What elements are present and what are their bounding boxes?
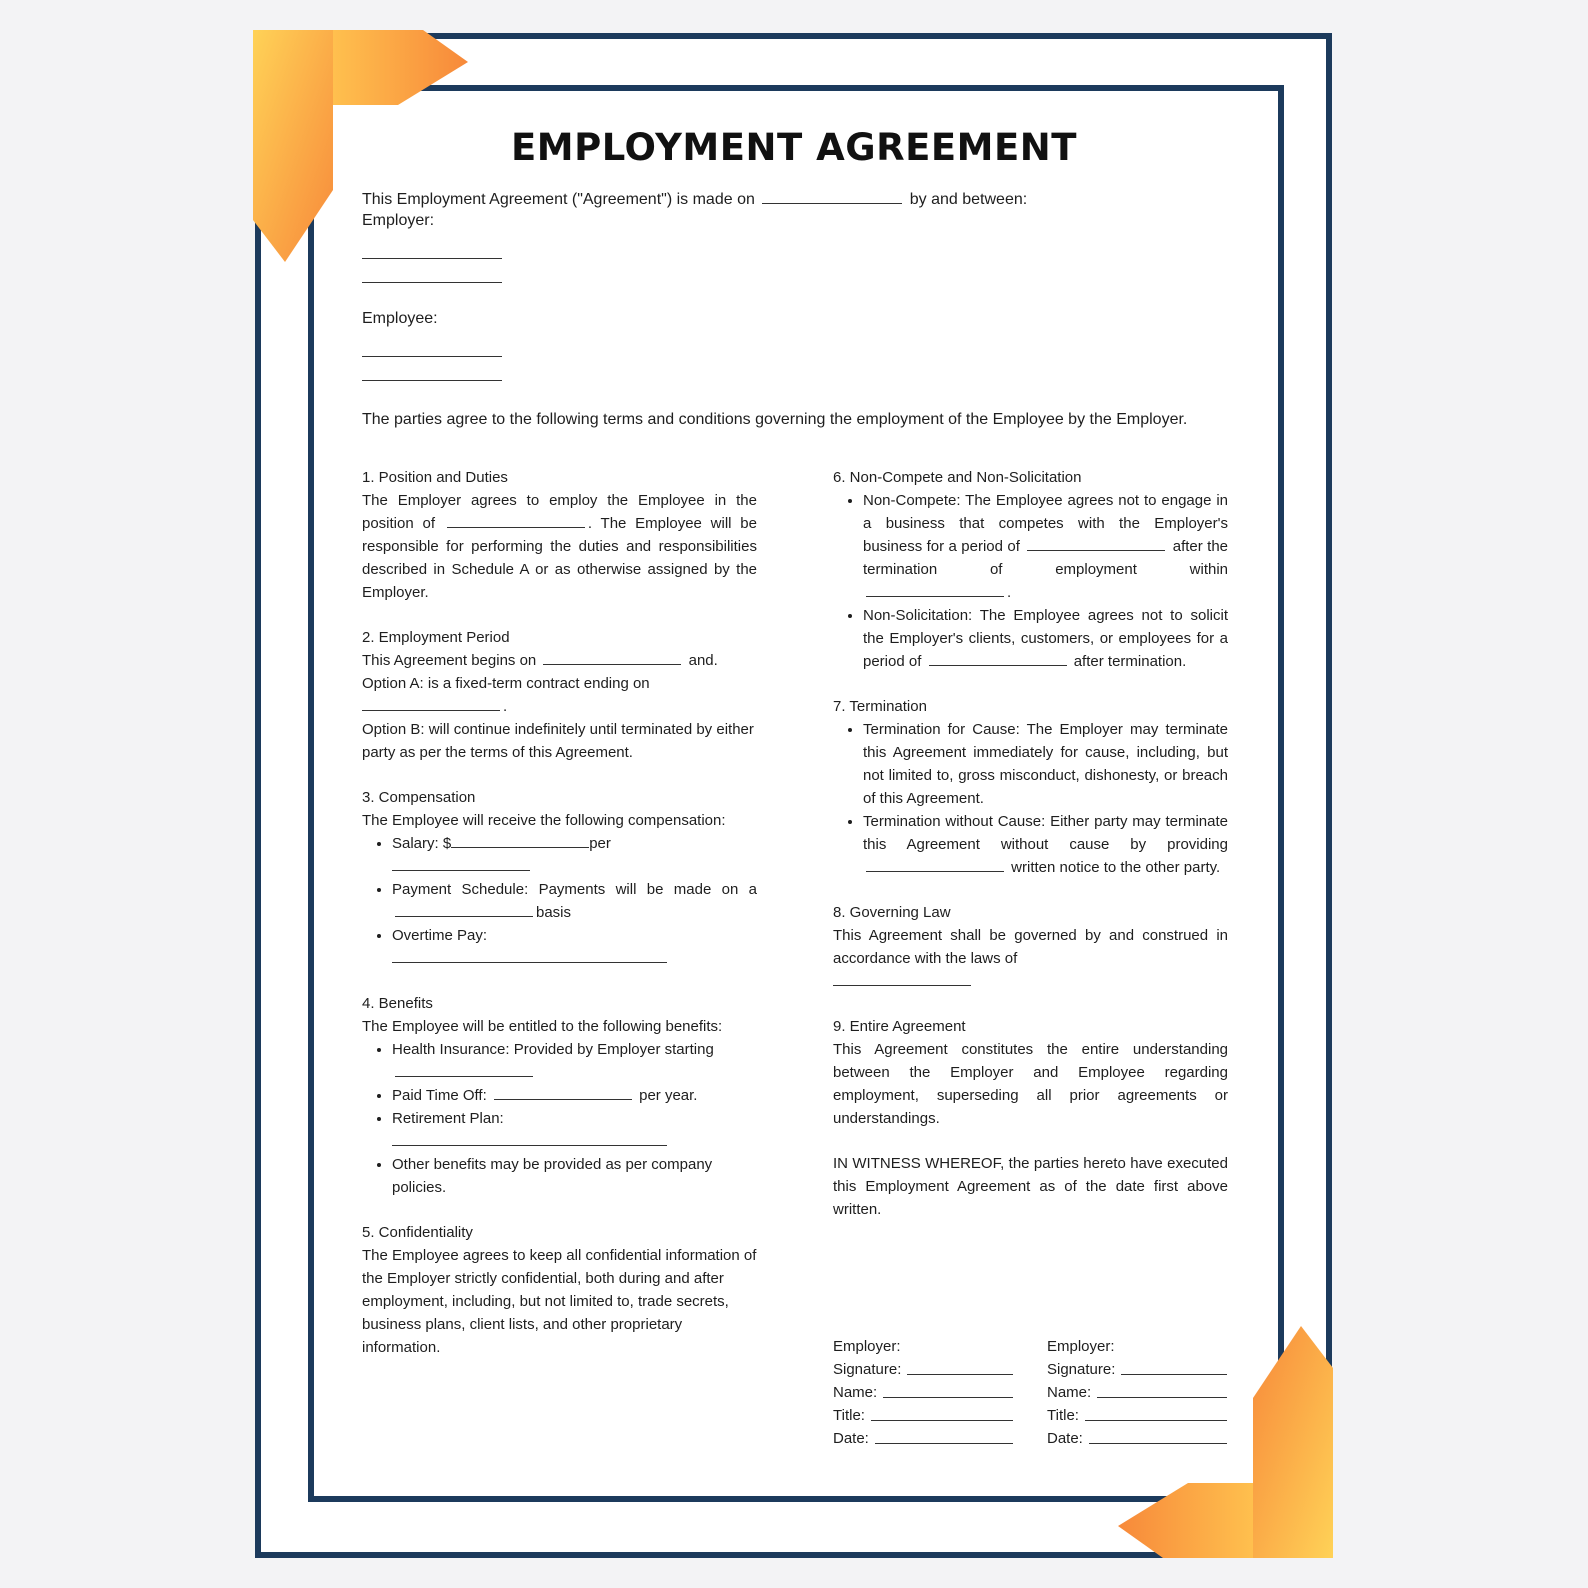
employee-label: Employee: [362, 310, 438, 327]
list-item: • Paid Time Off: per year. [392, 1084, 757, 1107]
terms-intro: The parties agree to the following terms and conditions governing the employment of the Employee by the Employer. [362, 411, 1188, 428]
employee-lines [362, 333, 502, 381]
list-item: • Termination without Cause: Either party may terminate this Agreement without cause by providing written notice to the other party. [863, 810, 1228, 879]
title-blank[interactable] [1085, 1404, 1227, 1421]
section-title: 3. Compensation [362, 789, 476, 806]
intro-line [362, 188, 1027, 212]
date-blank[interactable] [1089, 1427, 1227, 1444]
option-b-text: Option B: will continue indefinitely until terminated by either party as per the terms of this Agreement. [362, 721, 754, 761]
list-item: • Non-Solicitation: The Employee agrees not to solicit the Employer's clients, customers, or employees for a period of after termination. [863, 604, 1228, 673]
notice-blank[interactable] [866, 870, 1004, 872]
end-date-blank[interactable] [362, 709, 500, 711]
schedule-blank[interactable] [395, 915, 533, 917]
section-title: 1. Position and Duties [362, 469, 508, 486]
list-item: • Non-Compete: The Employee agrees not to engage in a business that competes with the Employer's business for a period of after the termination of employment within . [863, 489, 1228, 604]
date-blank[interactable] [875, 1427, 1013, 1444]
overtime-blank[interactable] [392, 961, 667, 963]
compensation-list [362, 832, 757, 970]
title-blank[interactable] [871, 1404, 1013, 1421]
section-termination [833, 695, 1228, 879]
section-position-duties [362, 466, 757, 604]
signature-block-employer-2: Employer: Signature: Name: Title: Date: [1047, 1335, 1227, 1450]
section-text: The Employee will receive the following compensation: [362, 812, 726, 829]
jurisdiction-blank[interactable] [833, 984, 971, 986]
non-solicit-period-blank[interactable] [929, 664, 1067, 666]
non-compete-area-blank[interactable] [866, 595, 1004, 597]
section-compensation [362, 786, 757, 970]
signature-block-employer-1: Employer: Signature: Name: Title: Date: [833, 1335, 1013, 1450]
section-title: 6. Non-Compete and Non-Solicitation [833, 469, 1082, 486]
intro-text: This Employment Agreement ("Agreement") is made on [362, 191, 755, 208]
retirement-blank[interactable] [392, 1144, 667, 1146]
list-item: • Overtime Pay: [392, 924, 757, 970]
name-blank[interactable] [883, 1381, 1013, 1398]
witness-text: IN WITNESS WHEREOF, the parties hereto have executed this Employment Agreement as of the date first above written. [833, 1155, 1228, 1218]
section-title: 5. Confidentiality [362, 1224, 473, 1241]
health-blank[interactable] [395, 1075, 533, 1077]
witness-clause [833, 1152, 1228, 1221]
section-title: 4. Benefits [362, 995, 433, 1012]
benefits-list [362, 1038, 757, 1199]
date-blank[interactable] [762, 202, 902, 204]
list-item: • Payment Schedule: Payments will be made on a basis [392, 878, 757, 924]
pto-blank[interactable] [494, 1098, 632, 1100]
section-text: The Employee will be entitled to the following benefits: [362, 1018, 723, 1035]
section-text: This Agreement begins on and. Option A: is a fixed-term contract ending on . [362, 652, 718, 715]
position-blank[interactable] [447, 526, 585, 528]
employer-blank-2[interactable] [362, 259, 502, 283]
section-text: This Agreement constitutes the entire understanding between the Employer and Employee regarding employment, superseding all prior agreements or understandings. [833, 1041, 1228, 1127]
section-title: 9. Entire Agreement [833, 1018, 966, 1035]
non-compete-period-blank[interactable] [1027, 549, 1165, 551]
employee-blank-2[interactable] [362, 357, 502, 381]
start-date-blank[interactable] [543, 663, 681, 665]
list-item: • Health Insurance: Provided by Employer starting [392, 1038, 757, 1084]
employer-label: Employer: [362, 212, 435, 229]
employee-blank-1[interactable] [362, 333, 502, 357]
non-compete-list [833, 489, 1228, 673]
section-employment-period [362, 626, 757, 764]
signature-heading: Employer: [833, 1338, 901, 1355]
section-non-compete [833, 466, 1228, 673]
section-benefits [362, 992, 757, 1199]
list-item: • Other benefits may be provided as per company policies. [392, 1153, 757, 1199]
signature-blank[interactable] [1121, 1358, 1227, 1375]
employer-lines [362, 235, 502, 283]
section-text: The Employer agrees to employ the Employee in the position of . The Employee will be responsible for performing the duties and responsibilities described in Schedule A or as otherwise assigned by the Employer. [362, 492, 757, 601]
employer-blank-1[interactable] [362, 235, 502, 259]
intro-text-end: by and between: [909, 191, 1028, 208]
list-item: • Salary: $ per [392, 832, 757, 878]
section-confidentiality [362, 1221, 757, 1359]
signature-heading: Employer: [1047, 1338, 1115, 1355]
section-title: 7. Termination [833, 698, 927, 715]
document-title: EMPLOYMENT AGREEMENT [511, 126, 1077, 169]
list-item: • Termination for Cause: The Employer may terminate this Agreement immediately for cause, including, but not limited to, gross misconduct, dishonesty, or breach of this Agreement. [863, 718, 1228, 810]
name-blank[interactable] [1097, 1381, 1227, 1398]
left-column [362, 466, 757, 1381]
salary-blank[interactable] [451, 846, 589, 848]
section-title: 2. Employment Period [362, 629, 510, 646]
salary-period-blank[interactable] [392, 869, 530, 871]
section-governing-law [833, 901, 1228, 993]
section-entire-agreement [833, 1015, 1228, 1130]
termination-list [833, 718, 1228, 879]
right-column [833, 466, 1228, 1243]
section-text: This Agreement shall be governed by and construed in accordance with the laws of [833, 924, 1228, 993]
section-text: The Employee agrees to keep all confidential information of the Employer strictly confidential, both during and after employment, including, but not limited to, trade secrets, business plans, client lists, and other proprietary information. [362, 1247, 757, 1356]
list-item: • Retirement Plan: [392, 1107, 757, 1153]
signature-blank[interactable] [907, 1358, 1013, 1375]
section-title: 8. Governing Law [833, 904, 951, 921]
